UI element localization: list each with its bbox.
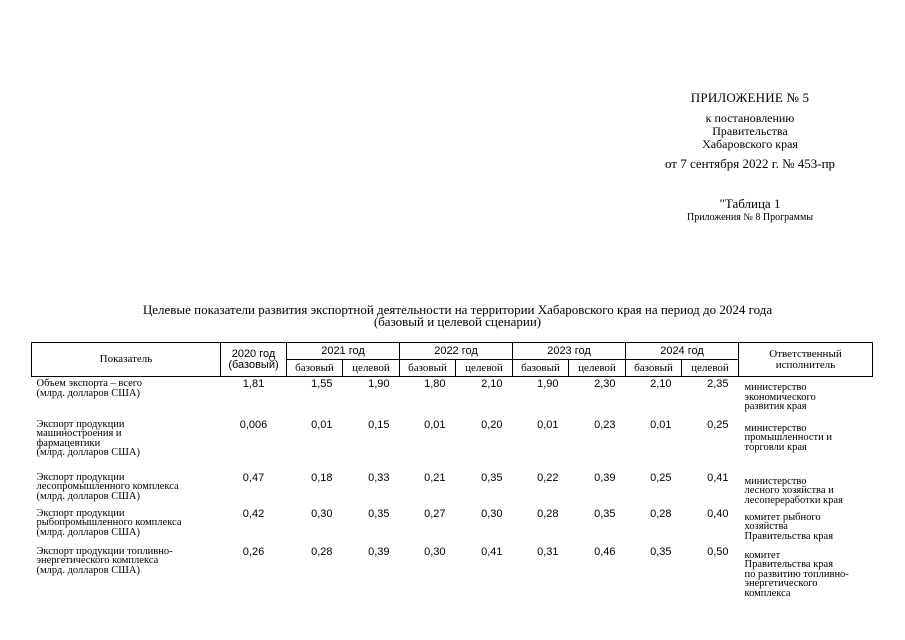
value-cell: 1,90 xyxy=(368,378,390,390)
value-cell: 0,39 xyxy=(368,545,390,558)
value-cell: 0,01 xyxy=(650,418,672,431)
indicator-cell xyxy=(32,545,221,605)
value-cell: 0,30 xyxy=(424,545,446,558)
indicator-line: Экспорт продукции xyxy=(36,471,125,483)
value-cell: 0,01 xyxy=(424,418,446,431)
executor-cell xyxy=(739,377,873,418)
value-cell: 0,41 xyxy=(707,471,729,484)
executor-line: экономического xyxy=(744,391,816,403)
indicator-cell xyxy=(32,377,221,418)
value-cell: 0,21 xyxy=(424,471,446,484)
value-cell: 2,10 xyxy=(481,378,503,390)
value-cell: 0,22 xyxy=(537,471,559,484)
indicator-line: машиностроения и xyxy=(36,428,122,439)
value-cell: 0,35 xyxy=(368,507,390,520)
table-reference-number: "Таблица 1 xyxy=(719,196,781,211)
value-cell: 0,23 xyxy=(594,418,616,431)
indicator-line: (млрд. долларов США) xyxy=(36,564,140,576)
header-2022: 2022 год xyxy=(400,343,513,360)
value-cell: 0,40 xyxy=(707,507,729,520)
appendix-line-2: Правительства xyxy=(712,124,788,138)
indicator-line: Экспорт продукции xyxy=(36,418,125,430)
header-2024-base: базовый xyxy=(626,360,682,377)
indicator-cell xyxy=(32,418,221,471)
table-row xyxy=(32,377,873,418)
header-executor xyxy=(739,343,873,377)
header-2023-base: базовый xyxy=(513,360,569,377)
indicator-line: Экспорт продукции топливно- xyxy=(36,545,173,557)
header-executor-line-2: исполнитель xyxy=(775,358,836,371)
header-2021-base: базовый xyxy=(287,360,343,377)
executor-line: комплекса xyxy=(744,587,791,599)
value-cell: 0,15 xyxy=(368,418,390,431)
header-2020-note: (базовый) xyxy=(228,358,279,371)
value-cell: 0,18 xyxy=(311,471,333,484)
executor-line: комитет рыбного xyxy=(744,511,821,523)
value-cell: 0,28 xyxy=(650,507,672,520)
value-cell: 0,28 xyxy=(311,545,333,558)
header-indicator: Показатель xyxy=(32,343,221,377)
executor-line: министерство xyxy=(744,475,807,487)
appendix-date: от 7 сентября 2022 г. № 453-пр xyxy=(664,156,836,171)
value-cell: 0,35 xyxy=(481,471,503,484)
executor-line: Правительства края xyxy=(744,559,834,570)
table-reference-program: Приложения № 8 Программы xyxy=(686,212,813,223)
indicator-line: рыбопромышленного комплекса xyxy=(36,517,182,528)
value-cell: 0,20 xyxy=(481,418,503,431)
executor-cell xyxy=(739,545,873,605)
executor-cell xyxy=(739,507,873,545)
value-cell: 0,31 xyxy=(537,545,559,558)
document-title-line-2: (базовый и целевой сценарии) xyxy=(373,314,542,329)
table-reference xyxy=(650,196,850,224)
value-cell: 0,01 xyxy=(537,418,559,431)
indicator-line: фармацевтики xyxy=(36,437,101,449)
executor-line: министерство xyxy=(744,422,807,434)
value-cell: 1,80 xyxy=(424,378,446,390)
header-2023: 2023 год xyxy=(513,343,626,360)
value-cell: 0,28 xyxy=(537,507,559,520)
value-cell: 2,30 xyxy=(594,378,616,390)
value-cell: 0,39 xyxy=(594,471,616,484)
header-2021: 2021 год xyxy=(287,343,400,360)
document-title-line-1: Целевые показатели развития экспортной деятельности на территории Хабаровского края на период до 2024 года xyxy=(142,302,773,317)
value-cell: 0,30 xyxy=(311,507,333,520)
value-cell: 0,35 xyxy=(650,545,672,558)
executor-cell xyxy=(739,418,873,471)
indicator-cell xyxy=(32,471,221,507)
executor-line: лесопереработки края xyxy=(744,494,843,506)
value-cell: 2,35 xyxy=(707,378,729,390)
executor-line: хозяйства xyxy=(744,521,788,532)
executor-line: лесного хозяйства и xyxy=(744,485,834,496)
value-cell: 0,41 xyxy=(481,545,503,558)
table-row xyxy=(32,471,873,507)
header-2020-year: 2020 год xyxy=(231,347,276,360)
indicator-cell xyxy=(32,507,221,545)
indicator-line: Объем экспорта – всего xyxy=(36,378,143,389)
executor-line: министерство xyxy=(744,382,807,393)
indicator-line: (млрд. долларов США) xyxy=(36,387,140,399)
header-2024-target: целевой xyxy=(682,360,739,377)
indicator-line: энергетического комплекса xyxy=(36,555,159,566)
executor-line: Правительства края xyxy=(744,530,834,542)
value-cell: 0,42 xyxy=(242,507,265,520)
appendix-decree xyxy=(630,112,870,151)
indicators-table xyxy=(31,342,873,605)
executor-cell xyxy=(739,471,873,507)
document-title xyxy=(40,304,875,328)
value-cell: 0,27 xyxy=(424,507,446,520)
value-cell: 0,01 xyxy=(311,418,333,431)
value-cell: 2,10 xyxy=(650,378,672,390)
indicator-line: Экспорт продукции xyxy=(36,507,125,519)
value-cell: 0,35 xyxy=(594,507,616,520)
indicator-line: (млрд. долларов США) xyxy=(36,447,140,458)
indicator-line: лесопромышленного комплекса xyxy=(36,481,179,492)
table-row xyxy=(32,545,873,605)
value-cell: 1,55 xyxy=(311,378,333,390)
header-2022-base: базовый xyxy=(400,360,456,377)
value-cell: 0,50 xyxy=(707,545,729,558)
appendix-line-3: Хабаровского края xyxy=(702,137,798,151)
executor-line: промышленности и xyxy=(744,432,832,443)
executor-line: энергетического xyxy=(744,578,818,589)
table-body xyxy=(32,377,873,605)
header-2021-target: целевой xyxy=(343,360,400,377)
value-cell: 0,25 xyxy=(707,418,729,431)
value-cell: 0,46 xyxy=(594,545,616,558)
header-2020 xyxy=(221,343,287,377)
appendix-line-1: к постановлению xyxy=(705,111,795,125)
value-cell: 0,47 xyxy=(242,471,265,484)
table-row xyxy=(32,418,873,471)
value-cell: 0,25 xyxy=(650,471,672,484)
value-cell: 1,81 xyxy=(242,378,265,390)
value-cell: 0,006 xyxy=(239,418,268,431)
header-2024: 2024 год xyxy=(626,343,739,360)
value-cell: 0,33 xyxy=(368,471,390,484)
executor-line: по развитию топливно- xyxy=(744,568,849,580)
value-cell: 0,26 xyxy=(242,545,265,558)
indicator-line: (млрд. долларов США) xyxy=(36,526,140,538)
header-2023-target: целевой xyxy=(569,360,626,377)
table-row xyxy=(32,507,873,545)
executor-line: развития края xyxy=(744,401,807,412)
appendix-title: ПРИЛОЖЕНИЕ № 5 xyxy=(690,90,810,105)
header-executor-line-1: Ответственный xyxy=(769,347,842,360)
header-2022-target: целевой xyxy=(456,360,513,377)
indicator-line: (млрд. долларов США) xyxy=(36,490,140,502)
value-cell: 1,90 xyxy=(537,378,559,390)
value-cell: 0,30 xyxy=(481,507,503,520)
executor-line: торговли края xyxy=(744,441,807,453)
executor-line: комитет xyxy=(744,549,781,561)
